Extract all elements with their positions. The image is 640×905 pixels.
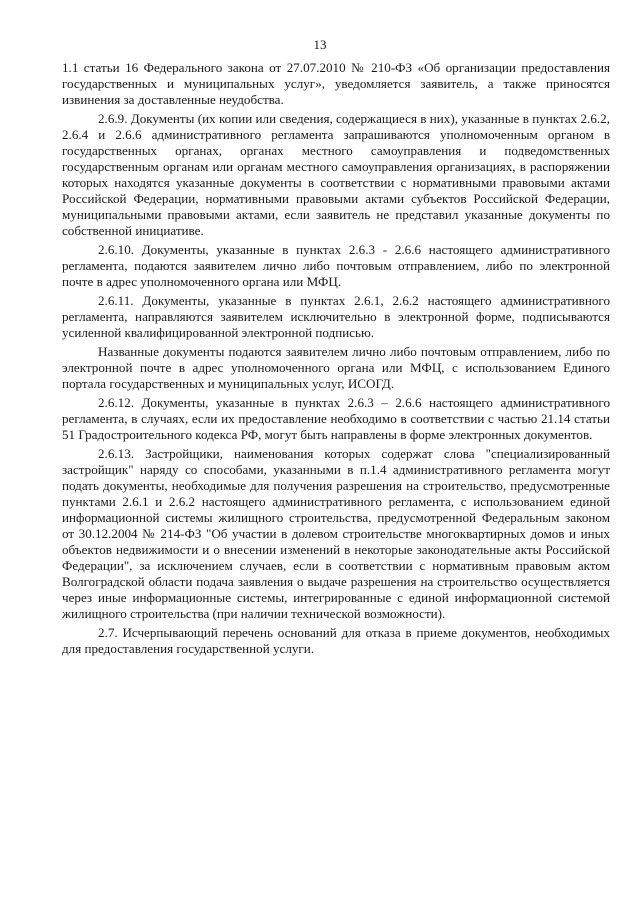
paragraph-2-6-11: 2.6.11. Документы, указанные в пунктах 2.6.1, 2.6.2 настоящего административного регламента, направляются заявителем исключительно в электронной форме, подписываются усиленной квалифицированной электронной подписью. <box>62 293 610 340</box>
paragraph-continuation: 1.1 статьи 16 Федерального закона от 27.07.2010 № 210-ФЗ «Об организации предоставления государственных и муниципальных услуг», уведомляется заявитель, а также приносятся извинения за доставленные неудобства. <box>62 60 610 107</box>
paragraph-named-documents: Названные документы подаются заявителем лично либо почтовым отправлением, либо по электронной почте в адрес уполномоченного органа или МФЦ, с использованием Единого портала государственных и муниципальных услуг, ИСОГД. <box>62 344 610 391</box>
paragraph-2-7: 2.7. Исчерпывающий перечень оснований для отказа в приеме документов, необходимых для предоставления государственной услуги. <box>62 625 610 656</box>
paragraph-2-6-13: 2.6.13. Застройщики, наименования которых содержат слова "специализированный застройщик" наряду со способами, указанными в п.1.4 административного регламента могут подать документы, необходимые для получения разрешения на строительство, предусмотренные пунктами 2.6.1 и 2.6.2 настоящего административного регламента, с использованием единой информационной системы жилищного строительства, предусмотренной Федеральным законом от 30.12.2004 № 214-ФЗ "Об участии в долевом строительстве многоквартирных домов и иных объектов недвижимости и о внесении изменений в некоторые законодательные акты Российской Федерации", за исключением случаев, если в соответствии с нормативным правовым актом Волгоградской области подача заявления о выдаче разрешения на строительство осуществляется через иные информационные системы, интегрированные с единой информационной системой жилищного строительства (при наличии технической возможности). <box>62 446 610 621</box>
paragraph-2-6-9: 2.6.9. Документы (их копии или сведения, содержащиеся в них), указанные в пунктах 2.6.2, 2.6.4 и 2.6.6 административного регламента запрашиваются уполномоченным органом в государственных органах, органах местного самоуправления и подведомственных государственным органам или органам местного самоуправления организациях, в распоряжении которых находятся указанные документы в соответствии с нормативными правовыми актами Российской Федерации, нормативными правовыми актами субъектов Российской Федерации, муниципальными правовыми актами, если заявитель не представил указанные документы по собственной инициативе. <box>62 111 610 238</box>
paragraph-2-6-12: 2.6.12. Документы, указанные в пунктах 2.6.3 – 2.6.6 настоящего административного регламента, в случаях, если их предоставление необходимо в соответствии с частью 21.14 статьи 51 Градостроительного кодекса РФ, могут быть направлены в форме электронных документов. <box>62 395 610 442</box>
document-body <box>62 60 610 657</box>
page-number: 13 <box>313 37 327 52</box>
paragraph-2-6-10: 2.6.10. Документы, указанные в пунктах 2.6.3 - 2.6.6 настоящего административного регламента, подаются заявителем лично либо почтовым отправлением, либо по электронной почте в адрес уполномоченного органа или МФЦ. <box>62 242 610 289</box>
